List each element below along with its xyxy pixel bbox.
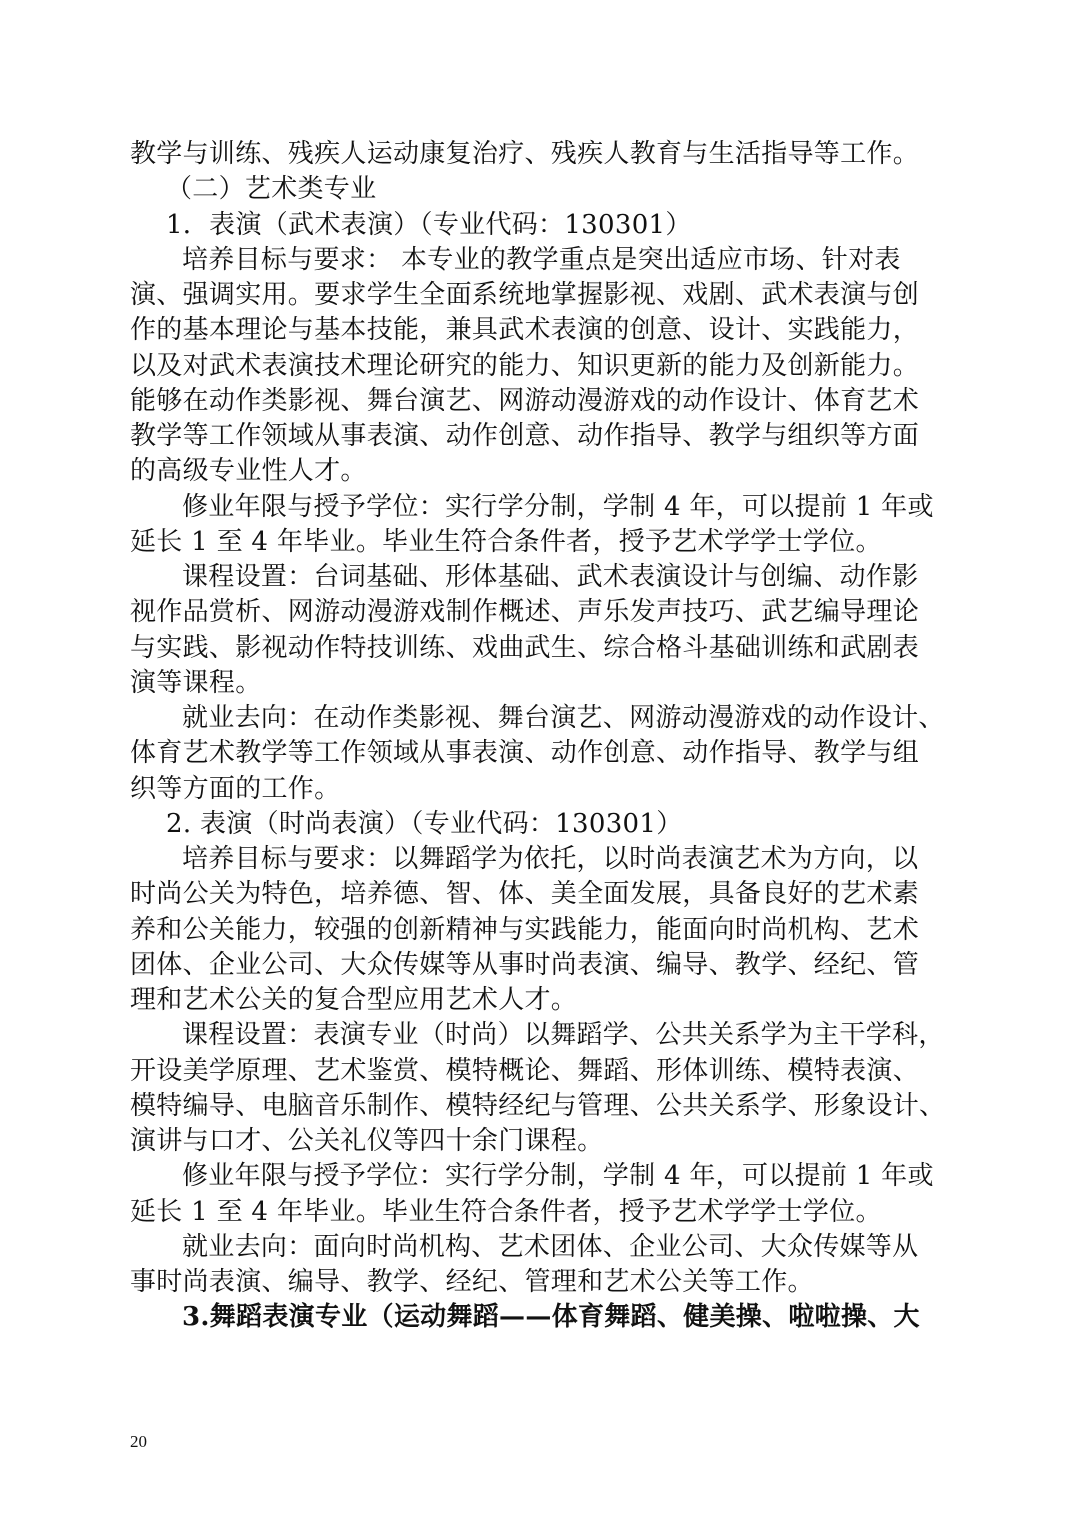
text-line: 织等方面的工作。	[130, 773, 341, 804]
text-line: 演讲与口才、公关礼仪等四十余门课程。	[130, 1126, 604, 1156]
subsection-heading-bold: 3.舞蹈表演专业（运动舞蹈——体育舞蹈、健美操、啦啦操、大	[182, 1302, 920, 1333]
text-line: 视作品赏析、网游动漫游戏制作概述、声乐发声技巧、武艺编导理论	[130, 597, 920, 628]
text-line: 演、强调实用。要求学生全面系统地掌握影视、戏剧、武术表演与创	[130, 280, 920, 310]
section-heading: （二）艺术类专业	[166, 174, 377, 205]
text-line: 理和艺术公关的复合型应用艺术人才。	[130, 985, 578, 1015]
page-body	[130, 137, 955, 1336]
paragraph-first-line: 修业年限与授予学位：实行学分制，学制 4 年，可以提前 1 年或	[182, 491, 934, 522]
paragraph-first-line: 培养目标与要求：以舞蹈学为依托，以时尚表演艺术为方向，以	[182, 844, 919, 874]
text-line: 团体、企业公司、大众传媒等从事时尚表演、编导、教学、经纪、管	[130, 949, 920, 980]
paragraph-first-line: 修业年限与授予学位：实行学分制，学制 4 年，可以提前 1 年或	[182, 1161, 934, 1192]
paragraph-first-line: 课程设置：表演专业（时尚）以舞蹈学、公共关系学为主干学科，	[182, 1020, 945, 1051]
text-line: 开设美学原理、艺术鉴赏、模特概论、舞蹈、形体训练、模特表演、	[130, 1055, 920, 1086]
paragraph-first-line: 就业去向：在动作类影视、舞台演艺、网游动漫游戏的动作设计、	[182, 703, 945, 733]
text-line: 延长 1 至 4 年毕业。毕业生符合条件者，授予艺术学学士学位。	[130, 526, 882, 557]
text-line: 与实践、影视动作特技训练、戏曲武生、综合格斗基础训练和武剧表	[130, 632, 920, 663]
text-line: 演等课程。	[130, 667, 262, 698]
text-line: 体育艺术教学等工作领域从事表演、动作创意、动作指导、教学与组	[130, 738, 920, 769]
paragraph-first-line: 就业去向：面向时尚机构、艺术团体、企业公司、大众传媒等从	[182, 1231, 919, 1262]
subsection-heading: 1．表演（武术表演）（专业代码：130301）	[166, 209, 692, 240]
text-line: 的高级专业性人才。	[130, 456, 367, 487]
text-line: 养和公关能力，较强的创新精神与实践能力，能面向时尚机构、艺术	[130, 914, 920, 945]
text-line: 事时尚表演、编导、教学、经纪、管理和艺术公关等工作。	[130, 1267, 814, 1297]
text-line: 模特编导、电脑音乐制作、模特经纪与管理、公共关系学、形象设计、	[130, 1090, 946, 1121]
text-line: 教学与训练、残疾人运动康复治疗、残疾人教育与生活指导等工作。	[130, 139, 920, 169]
text-line: 以及对武术表演技术理论研究的能力、知识更新的能力及创新能力。	[130, 350, 920, 381]
text-line: 延长 1 至 4 年毕业。毕业生符合条件者，授予艺术学学士学位。	[130, 1196, 882, 1227]
page-number: 20	[130, 1432, 147, 1451]
text-line: 能够在动作类影视、舞台演艺、网游动漫游戏的动作设计、体育艺术	[130, 385, 920, 416]
subsection-heading: 2. 表演（时尚表演）（专业代码：130301）	[166, 808, 683, 839]
text-line: 教学等工作领域从事表演、动作创意、动作指导、教学与组织等方面	[130, 421, 920, 451]
text-line: 作的基本理论与基本技能，兼具武术表演的创意、设计、实践能力，	[130, 315, 920, 346]
paragraph-first-line: 培养目标与要求： 本专业的教学重点是突出适应市场、针对表	[182, 244, 901, 275]
paragraph-first-line: 课程设置：台词基础、形体基础、武术表演设计与创编、动作影	[182, 562, 919, 592]
text-line: 时尚公关为特色，培养德、智、体、美全面发展，具备良好的艺术素	[130, 879, 920, 910]
